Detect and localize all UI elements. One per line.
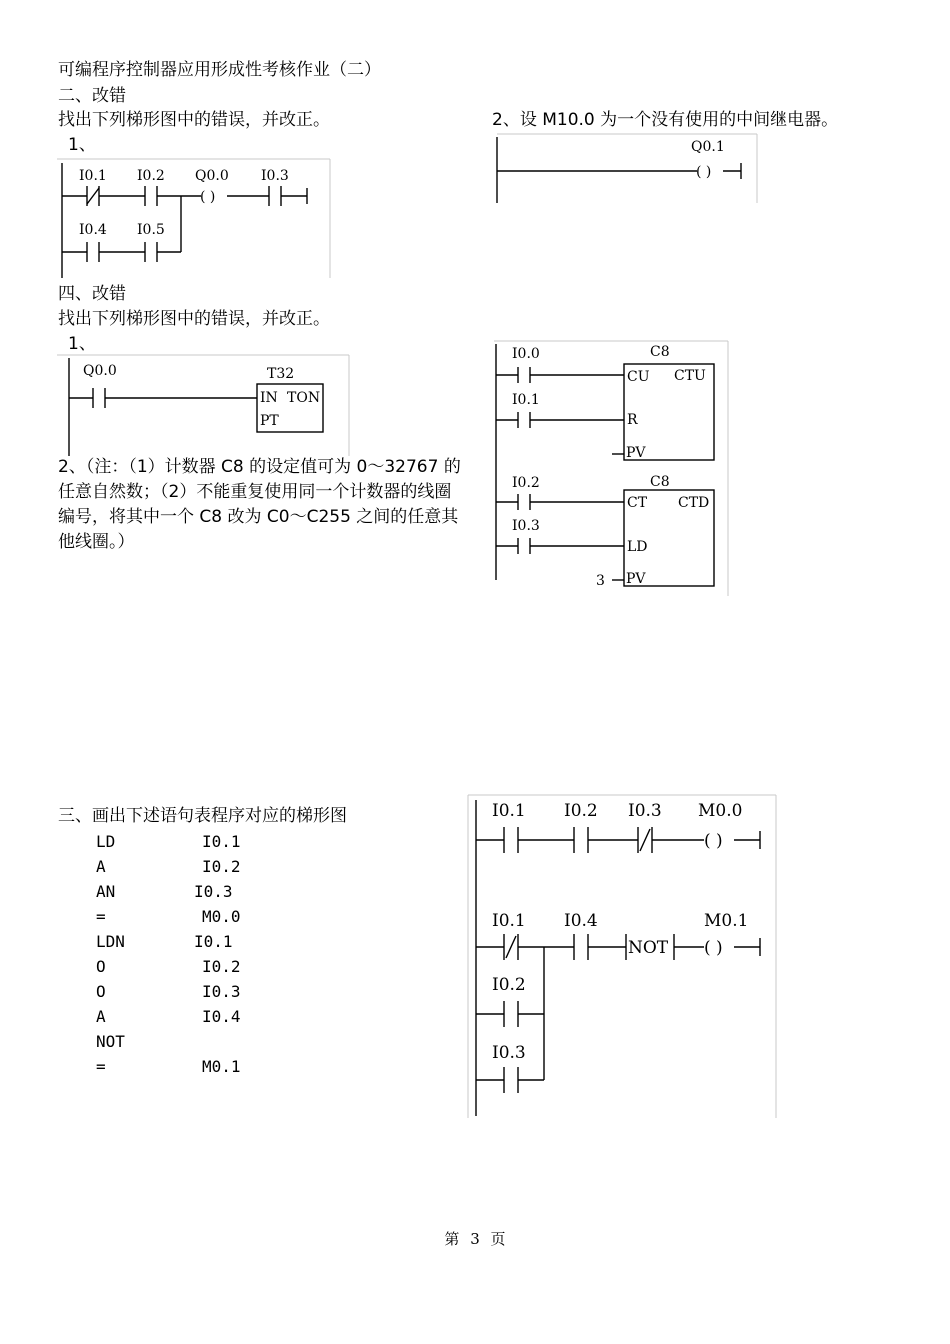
document-title: 可编程序控制器应用形成性考核作业（二）	[58, 60, 381, 80]
fig5-label-i03-b: I0.3	[492, 1043, 526, 1063]
ladder-diagram-3	[57, 354, 351, 458]
fig4-pv2-label: PV	[626, 571, 646, 587]
page-number: 3	[470, 1230, 480, 1248]
fig4-ctu-label: CTU	[674, 368, 706, 384]
stl-op: =	[96, 1057, 106, 1076]
ladder-diagram-1	[57, 158, 332, 280]
section-4-title: 四、改错	[58, 284, 126, 304]
fig5-coil-m01: ( )	[704, 938, 723, 958]
ladder-diagram-4	[492, 340, 730, 598]
fig2-label-q01: Q0.1	[691, 139, 725, 155]
fig4-label-i01: I0.1	[512, 392, 540, 408]
fig3-label-q00: Q0.0	[83, 363, 117, 379]
stl-op: A	[96, 857, 106, 876]
fig4-r-label: R	[627, 412, 638, 428]
fig4-counter2-name: C8	[650, 474, 670, 490]
section-2-item-1: 1、	[68, 135, 96, 155]
stl-op: LDN	[96, 932, 125, 951]
fig1-label-i04: I0.4	[79, 222, 107, 238]
stl-op: AN	[96, 882, 116, 901]
section-2-instruction: 找出下列梯形图中的错误，并改正。	[58, 110, 330, 130]
fig3-in-label: IN	[260, 390, 278, 406]
fig4-ct-label: CT	[627, 495, 648, 511]
fig5-label-i02-b: I0.2	[492, 975, 526, 995]
fig4-ld-label: LD	[627, 539, 648, 555]
stl-arg: I0.4	[202, 1007, 241, 1026]
page-prefix: 第	[444, 1230, 460, 1248]
section-2-title: 二、改错	[58, 86, 126, 106]
stl-arg: M0.1	[202, 1057, 241, 1076]
fig5-label-i01-a: I0.1	[492, 801, 526, 821]
stl-op: A	[96, 1007, 106, 1026]
fig3-ton-label: TON	[287, 390, 321, 406]
stl-arg: I0.3	[202, 982, 241, 1001]
page-footer	[0, 1228, 950, 1249]
page-suffix: 页	[490, 1230, 506, 1248]
section-2-item-2: 2、设 M10.0 为一个没有使用的中间继电器。	[492, 110, 839, 130]
fig5-coil-m00: ( )	[704, 831, 723, 851]
fig1-label-i02: I0.2	[137, 168, 165, 184]
fig1-label-i05: I0.5	[137, 222, 165, 238]
stl-arg: I0.2	[202, 957, 241, 976]
stl-op: O	[96, 982, 106, 1001]
fig5-label-i04: I0.4	[564, 911, 598, 931]
stl-arg: I0.1	[202, 832, 241, 851]
fig3-pt-label: PT	[260, 413, 279, 429]
fig5-not-box: NOT	[628, 938, 669, 958]
stl-arg: I0.2	[202, 857, 241, 876]
ladder-diagram-2	[493, 133, 759, 205]
stl-arg: I0.1	[194, 932, 233, 951]
fig4-pv2-value: 3	[596, 573, 605, 589]
stl-op: =	[96, 907, 106, 926]
fig5-label-i03-a: I0.3	[628, 801, 662, 821]
fig5-label-m00: M0.0	[698, 801, 743, 821]
fig1-label-i03: I0.3	[261, 168, 289, 184]
stl-op: NOT	[96, 1032, 125, 1051]
fig1-label-i01: I0.1	[79, 168, 107, 184]
fig1-label-q00: Q0.0	[195, 168, 229, 184]
stl-arg: I0.3	[194, 882, 233, 901]
section-4-note: 2、（注：（1）计数器 C8 的设定值可为 0～32767 的任意自然数；（2）不能重复使用同一个计数器的线圈编号，将其中一个 C8 改为 C0～C255 之间的任意其他线圈。）	[58, 457, 461, 552]
fig4-pv1-label: PV	[626, 445, 646, 461]
fig2-coil-q01: ( )	[696, 164, 712, 180]
section-4-instruction: 找出下列梯形图中的错误，并改正。	[58, 309, 330, 329]
ladder-diagram-5	[466, 794, 778, 1120]
stl-arg: M0.0	[202, 907, 241, 926]
stl-op: O	[96, 957, 106, 976]
fig4-ctd-label: CTD	[678, 495, 710, 511]
fig4-label-i02: I0.2	[512, 475, 540, 491]
fig1-coil-q00: ( )	[200, 189, 216, 205]
fig5-label-i01-b: I0.1	[492, 911, 526, 931]
fig5-label-m01: M0.1	[704, 911, 749, 931]
fig3-timer-name: T32	[267, 366, 295, 382]
fig4-counter1-name: C8	[650, 344, 670, 360]
fig5-label-i02-a: I0.2	[564, 801, 598, 821]
section-3-title: 三、画出下述语句表程序对应的梯形图	[58, 806, 347, 826]
stl-op: LD	[96, 832, 116, 851]
fig4-label-i03: I0.3	[512, 518, 540, 534]
fig4-cu-label: CU	[627, 369, 650, 385]
fig4-label-i00: I0.0	[512, 346, 540, 362]
section-4-item-1: 1、	[68, 334, 96, 354]
